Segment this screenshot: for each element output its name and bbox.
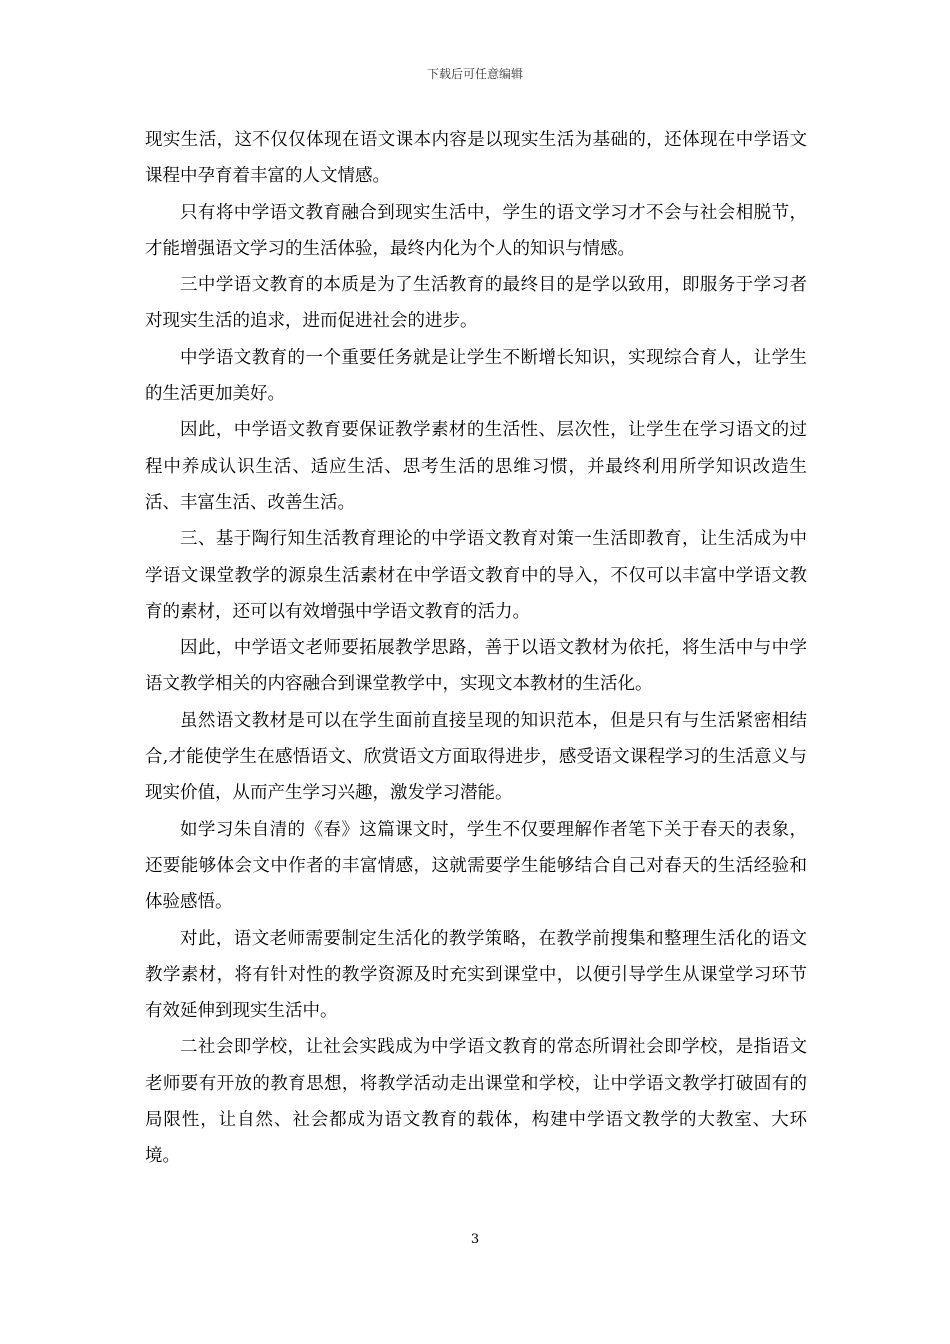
paragraph: 中学语文教育的一个重要任务就是让学生不断增长知识，实现综合育人，让学生的生活更加美好。 xyxy=(145,347,807,405)
page-number: 3 xyxy=(470,1232,480,1247)
paragraph: 虽然语文教材是可以在学生面前直接呈现的知识范本，但是只有与生活紧密相结合,才能使学生在感悟语文、欣赏语文方面取得进步，感受语文课程学习的生活意义与现实价值，从而产生学习兴趣，激发学习潜能。 xyxy=(145,710,807,804)
paragraph-continuation: 现实生活，这不仅仅体现在语文课本内容是以现实生活为基础的，还体现在中学语文课程中孕育着丰富的人文情感。 xyxy=(145,130,807,187)
paragraph: 因此，中学语文老师要拓展教学思路，善于以语文教材为依托，将生活中与中学语文教学相关的内容融合到课堂教学中，实现文本教材的生活化。 xyxy=(145,638,807,695)
paragraph: 如学习朱自清的《春》这篇课文时，学生不仅要理解作者笔下关于春天的表象，还要能够体会文中作者的丰富情感，这就需要学生能够结合自己对春天的生活经验和体验感悟。 xyxy=(145,819,807,913)
page-header: 下载后可任意编辑 xyxy=(426,67,523,81)
paragraph-section-heading: 二社会即学校，让社会实践成为中学语文教育的常态所谓社会即学校，是指语文老师要有开放的教育思想，将教学活动走出课堂和学校，让中学语文教学打破固有的局限性，让自然、社会都成为语文教育的载体，构建中学语文教学的大教室、大环境。 xyxy=(145,1037,807,1167)
paragraph-section-heading: 三中学语文教育的本质是为了生活教育的最终目的是学以致用，即服务于学习者对现实生活的追求，进而促进社会的进步。 xyxy=(145,275,807,332)
document-body xyxy=(145,122,807,1175)
paragraph: 只有将中学语文教育融合到现实生活中，学生的语文学习才不会与社会相脱节，才能增强语文学习的生活体验，最终内化为个人的知识与情感。 xyxy=(145,202,807,259)
paragraph: 因此，中学语文教育要保证教学素材的生活性、层次性，让学生在学习语文的过程中养成认识生活、适应生活、思考生活的思维习惯，并最终利用所学知识改造生活、丰富生活、改善生活。 xyxy=(145,420,807,513)
paragraph: 对此，语文老师需要制定生活化的教学策略，在教学前搜集和整理生活化的语文教学素材，将有针对性的教学资源及时充实到课堂中，以便引导学生从课堂学习环节有效延伸到现实生活中。 xyxy=(145,928,807,1022)
paragraph-section-heading: 三、基于陶行知生活教育理论的中学语文教育对策一生活即教育，让生活成为中学语文课堂教学的源泉生活素材在中学语文教育中的导入，不仅可以丰富中学语文教育的素材，还可以有效增强中学语文教育的活力。 xyxy=(145,529,807,622)
